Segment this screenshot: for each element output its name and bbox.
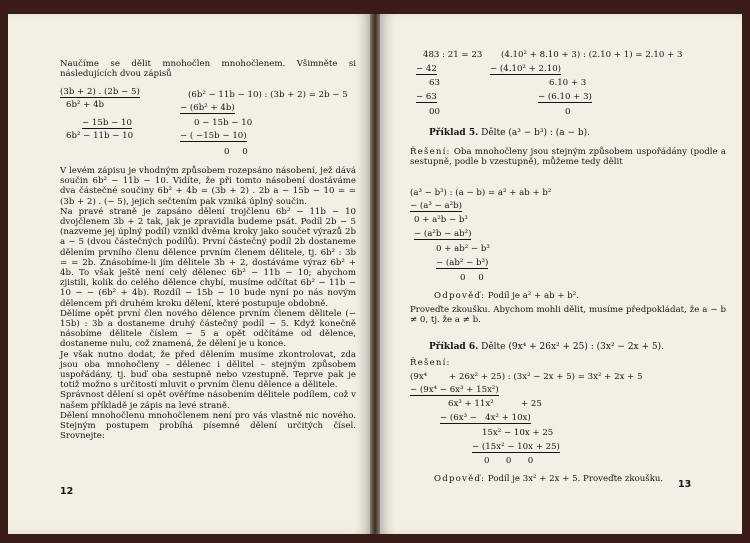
example-6-answer-text: Podíl je 3x² + 2x + 5. Proveďte zkoušku. — [487, 474, 664, 484]
page-number-right: 13 — [678, 479, 692, 490]
mult-line-3: − 15b − 10 — [82, 118, 132, 128]
ex6-line-7: 0 0 0 — [484, 456, 534, 466]
example-5-heading — [429, 128, 590, 138]
page-number-left: 12 — [60, 486, 74, 497]
example-5-description: Oba mnohočleny jsou stejným způsobem uspořádány (podle a sestupně, podle b vzestupně), můžeme tedy dělit — [410, 147, 726, 168]
mult-line-2: 6b² + 4b — [66, 100, 105, 110]
num-div-3: 63 — [429, 78, 440, 88]
paragraph-3: Dělíme opět první člen nového dělence prvním členem dělitele (− 15b) : 3b a dostaneme druhý částečný podíl − 5. Když konečně násobíme dělitele číslem − 5 a opět odčítáme od dělence, dostaneme nulu, což znamená, že dělení je u konce. — [60, 308, 356, 350]
ex5-line-4: − (a²b − ab²) — [414, 229, 472, 239]
poly-div-2: − (4.10² + 2.10) — [490, 64, 562, 74]
ex5-line-1: (a³ − b³) : (a − b) = a² + ab + b² — [410, 188, 552, 198]
num-div-5: 00 — [429, 107, 440, 117]
num-div-2: − 42 — [416, 64, 437, 74]
div-line-5: 0 0 — [224, 147, 248, 157]
example-6-task: Dělte (9x⁴ + 26x² + 25) : (3x² − 2x + 5). — [481, 342, 664, 352]
book-gutter — [370, 14, 380, 534]
num-div-1: 483 : 21 = 23 — [423, 50, 483, 60]
ex6-line-4: − (6x³ − 4x² + 10x) — [440, 413, 531, 423]
div-line-4: − ( −15b − 10) — [180, 131, 247, 141]
reseni-label-5: Řešení: — [410, 147, 451, 157]
paragraph-1: V levém zápisu je vhodným způsobem rozepsáno násobení, jež dává součin 6b² − 11b − 10. Vidíte, že při tomto násobení dostáváme dva částečné součiny 6b² + 4b = (3b + 2) . 2b a − 15b − 10 = = (3b + 2) . (− 5), jejich sečtením pak vzniká úplný součin. — [60, 166, 356, 207]
left-body — [60, 166, 356, 441]
example-5-note: Proveďte zkoušku. Abychom mohli dělit, musíme předpokládat, že a − b ≠ 0, tj. že a ≠ b. — [410, 305, 726, 326]
paragraph-4: Je však nutno dodat, že před dělením musíme zkontrolovat, zda jsou oba mnohočleny – dělenec i dělitel – stejným způsobem uspořádány, tj. buď oba sestupně nebo vzestupně. Teprve pak je totiž možno s určitostí mluvit o prvním členu dělence a dělitele. — [60, 349, 356, 391]
ex5-line-5: 0 + ab² − b³ — [436, 244, 490, 254]
ex5-line-6: − (ab² − b³) — [436, 258, 489, 268]
example-5-answer-text: Podíl je a² + ab + b². — [487, 291, 579, 301]
paragraph-2: Na pravé straně je zapsáno dělení trojčlenu 6b² − 11b − 10 dvojčlenem 3b + 2 tak, jak je zpravidla budeme psát. Podíl 2b − 5 (nazveme jej úplný podíl) vznikl dvěma kroky jako součet výrazů 2b a − 5 (dvou částečných podílů). První částečný podíl 2b dostaneme dělením prvního členu dělence prvním členem dělitele, tj. 6b² : 3b = = 2b. Znásobíme-li jím dělitele 3b + 2, dostáváme výraz 6b² + 4b. To však ještě není celý dělenec 6b² − 11b − 10; abychom zjistili, kolik do celého dělence chybí, musíme odčítat 6b² − 11b − 10 − − (6b² + 4b). Rozdíl − 15b − 10 bude nyní po nás novým dělencem při druhém kroku dělení, které postupuje obdobně. — [60, 206, 356, 309]
mult-line-1: (3b + 2) . (2b − 5) — [60, 87, 140, 97]
ex6-line-5: 15x² − 10x + 25 — [482, 428, 554, 438]
ex5-line-2: − (a³ − a²b) — [410, 201, 462, 211]
paragraph-5: Správnost dělení si opět ověříme násobením dělitele podílem, což v našem příkladě je zápis na levé straně. — [60, 390, 356, 411]
example-5-answer — [434, 291, 579, 301]
example-5-title: Příklad 5. — [429, 128, 479, 138]
div-line-3: 0 − 15b − 10 — [194, 118, 253, 128]
ex6-line-2: − (9x⁴ − 6x³ + 15x²) — [410, 385, 499, 395]
poly-div-3: 6.10 + 3 — [549, 78, 587, 88]
poly-div-5: 0 — [565, 107, 571, 117]
div-line-1: (6b² − 11b − 10) : (3b + 2) = 2b − 5 — [188, 90, 348, 100]
mult-line-4: 6b² − 11b − 10 — [66, 131, 134, 141]
example-6-title: Příklad 6. — [429, 342, 479, 352]
div-line-2: − (6b² + 4b) — [180, 103, 235, 113]
example-6-answer — [434, 474, 663, 484]
odpoved-label-5: Odpověď: — [434, 291, 486, 301]
paragraph-6: Dělení mnohočlenu mnohočlenem není pro vás vlastně nic nového. Stejným postupem probíhá písemné dělení určitých čísel. Srovnejte: — [60, 410, 356, 442]
example-5-text — [410, 147, 726, 167]
ex5-line-3: 0 + a²b − b³ — [414, 215, 468, 225]
reseni-label-6: Řešení: — [410, 358, 451, 368]
ex6-line-1: (9x⁴ + 26x² + 25) : (3x² − 2x + 5) = 3x² + 2x + 5 — [410, 372, 643, 382]
example-5-task: Dělte (a³ − b³) : (a − b). — [481, 128, 591, 138]
ex6-line-6: − (15x² − 10x + 25) — [472, 442, 560, 452]
poly-div-4: − (6.10 + 3) — [538, 92, 592, 102]
num-div-4: − 63 — [416, 92, 437, 102]
ex6-line-3: 6x³ + 11x² + 25 — [448, 399, 542, 409]
poly-div-1: (4.10² + 8.10 + 3) : (2.10 + 1) = 2.10 + 3 — [501, 50, 683, 60]
example-6-heading — [429, 342, 664, 352]
ex5-line-7: 0 0 — [460, 273, 484, 283]
odpoved-label-6: Odpověď: — [434, 474, 486, 484]
left-page — [8, 14, 370, 534]
right-page — [380, 14, 742, 534]
intro-paragraph: Naučíme se dělit mnohočlen mnohočlenem. Všimněte si následujících dvou zápisů — [60, 59, 356, 80]
